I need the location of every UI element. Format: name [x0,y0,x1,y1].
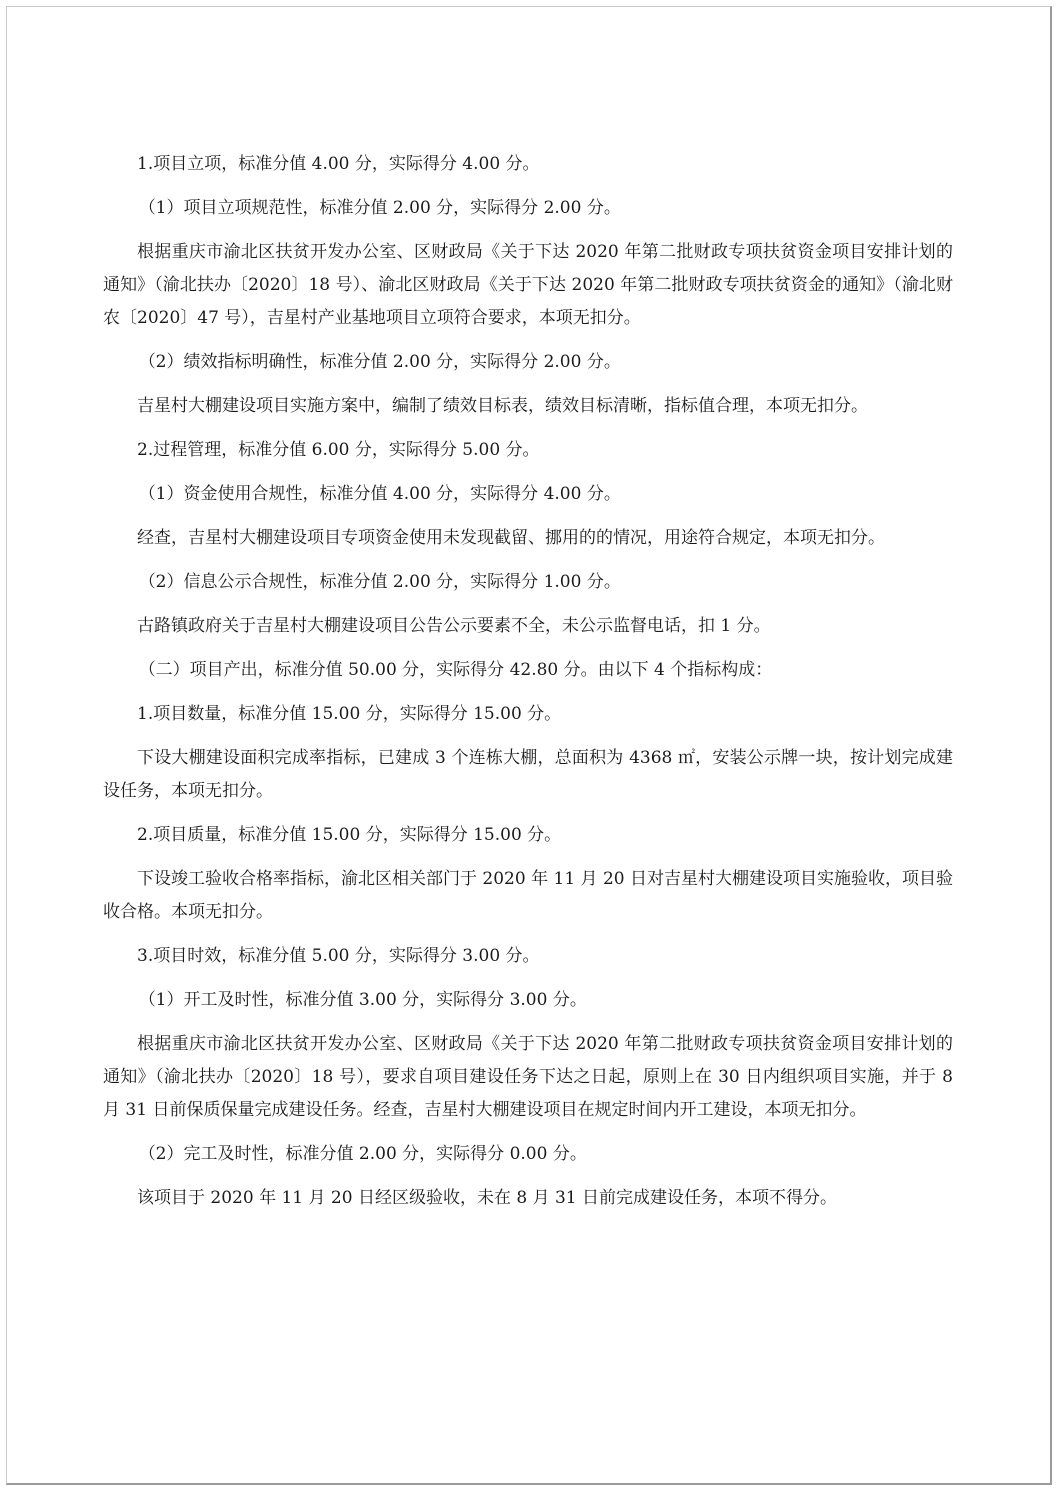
paragraph-completion-timeliness: 该项目于 2020 年 11 月 20 日经区级验收，未在 8 月 31 日前完成建设任务，本项不得分。 [137,1188,838,1208]
paragraph-fund-compliance: 经查，吉星村大棚建设项目专项资金使用未发现截留、挪用的的情况，用途符合规定，本项无扣分。 [137,528,885,548]
item-heading-completion-timeliness: （2）完工及时性，标准分值 2.00 分，实际得分 0.00 分。 [138,1144,587,1164]
document-page [6,6,1052,1485]
paragraph-project-quality: 下设竣工验收合格率指标，渝北区相关部门于 2020 年 11 月 20 日对吉星村大棚建设项目实施验收，项目验收合格。本项无扣分。 [103,869,953,922]
paragraph-performance-clarity: 吉星村大棚建设项目实施方案中，编制了绩效目标表，绩效目标清晰，指标值合理，本项无扣分。 [137,396,868,416]
section-heading-process-management: 2.过程管理，标准分值 6.00 分，实际得分 5.00 分。 [137,440,540,460]
item-heading-start-timeliness: （1）开工及时性，标准分值 3.00 分，实际得分 3.00 分。 [138,990,587,1010]
section-heading-project-timeliness: 3.项目时效，标准分值 5.00 分，实际得分 3.00 分。 [137,946,540,966]
paragraph-project-quantity: 下设大棚建设面积完成率指标，已建成 3 个连栋大棚，总面积为 4368 ㎡，安装公示牌一块，按计划完成建设任务，本项无扣分。 [103,748,953,801]
section-heading-project-quality: 2.项目质量，标准分值 15.00 分，实际得分 15.00 分。 [137,825,562,845]
document-body [103,148,953,1226]
item-heading-disclosure-compliance: （2）信息公示合规性，标准分值 2.00 分，实际得分 1.00 分。 [138,572,621,592]
paragraph-start-timeliness: 根据重庆市渝北区扶贫开发办公室、区财政局《关于下达 2020 年第二批财政专项扶贫资金项目安排计划的通知》（渝北扶办〔2020〕18 号），要求自项目建设任务下达之日起，原则上在 30 日内组织项目实施，并于 8 月 31 日前保质保量完成建设任务。经查，吉星村大棚建设项目在规定时间内开工建设，本项无扣分。 [103,1034,953,1120]
paragraph-disclosure-compliance: 古路镇政府关于吉星村大棚建设项目公告公示要素不全，未公示监督电话，扣 1 分。 [137,616,771,636]
section-heading-project-approval: 1.项目立项，标准分值 4.00 分，实际得分 4.00 分。 [137,154,540,174]
section-heading-project-quantity: 1.项目数量，标准分值 15.00 分，实际得分 15.00 分。 [137,704,562,724]
paragraph-approval-basis: 根据重庆市渝北区扶贫开发办公室、区财政局《关于下达 2020 年第二批财政专项扶贫资金项目安排计划的通知》（渝北扶办〔2020〕18 号）、渝北区财政局《关于下达 2020 年第二批财政专项扶贫资金的通知》（渝北财农〔2020〕47 号），吉星村产业基地项目立项符合要求，本项无扣分。 [103,242,953,328]
item-heading-fund-compliance: （1）资金使用合规性，标准分值 4.00 分，实际得分 4.00 分。 [138,484,621,504]
section-heading-project-output: （二）项目产出，标准分值 50.00 分，实际得分 42.80 分。由以下 4 个指标构成： [138,660,773,680]
item-heading-performance-clarity: （2）绩效指标明确性，标准分值 2.00 分，实际得分 2.00 分。 [138,352,621,372]
item-heading-approval-standard: （1）项目立项规范性，标准分值 2.00 分，实际得分 2.00 分。 [138,198,621,218]
